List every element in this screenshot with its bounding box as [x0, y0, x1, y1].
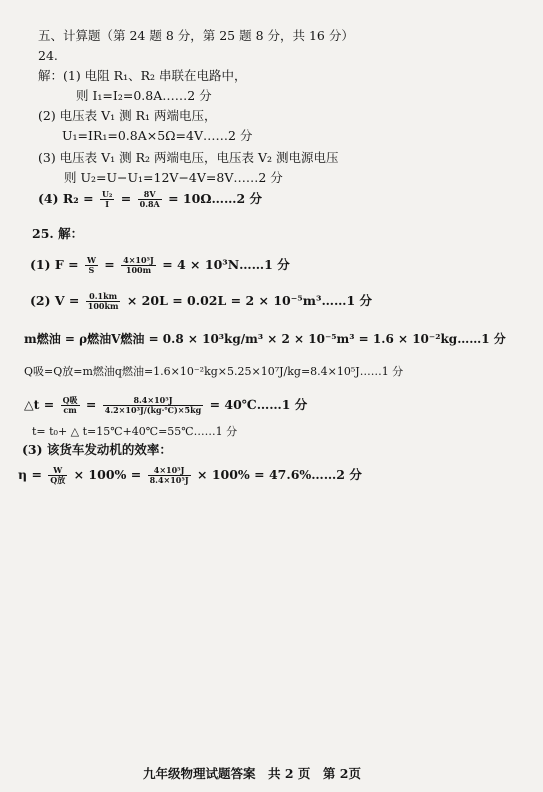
q24-line-2: 则 I₁=I₂=0.8A……2 分 [76, 88, 212, 103]
q25-step-2: (2) V = $\frac{0.1km}{100km}$ × 20L = 0.02L = 2 × 10⁻⁵m³……1 分 [30, 291, 373, 311]
fraction-w-over-q: $\frac{W}{\text{Q放}}$ [50, 465, 66, 485]
q24-line-3: (2) 电压表 V₁ 测 R₁ 两端电压， [38, 108, 217, 123]
fraction-8v-over-08a: $\frac{8V}{0.8A}$ [139, 189, 160, 209]
q24-line-4: U₁=IR₁=0.8A×5Ω=4V……2 分 [62, 128, 253, 143]
fraction-w-over-s: $\frac{W}{S}$ [86, 255, 96, 275]
q25-step-5: △t = $\frac{\text{Q吸}}{cm}$ = $\frac{\text{8.4×10⁵J}}{\text{4.2×10³J/(kg·℃)×5kg}}$ = 40℃……1 分 [24, 395, 308, 415]
fraction-work-over-distance: $\frac{\text{4×10⁵J}}{100m}$ [123, 255, 154, 275]
fraction-u2-over-i: $\frac{\text{U₂}}{I}$ [101, 189, 113, 209]
fraction-distance-ratio: $\frac{0.1km}{100km}$ [87, 291, 119, 311]
q25-step-6: t= t₀+ △ t=15℃+40℃=55℃……1 分 [32, 425, 238, 438]
q24-line-5: (3) 电压表 V₁ 测 R₂ 两端电压，电压表 V₂ 测电源电压 [38, 150, 339, 165]
section-heading: 五、计算题（第 24 题 8 分，第 25 题 8 分，共 16 分） [38, 28, 354, 43]
fraction-q-over-cm: $\frac{\text{Q吸}}{cm}$ [62, 395, 78, 415]
q25-step-3: m燃油 = ρ燃油V燃油 = 0.8 × 10³kg/m³ × 2 × 10⁻⁵m³ = 1.6 × 10⁻²kg……1 分 [24, 332, 506, 346]
fraction-efficiency-values: $\frac{\text{4×10⁵J}}{\text{8.4×10⁵J}}$ [149, 465, 189, 485]
page-footer: 九年级物理试题答案 共 2 页 第 2页 [143, 766, 361, 781]
q25-step-7: (3) 该货车发动机的效率： [22, 442, 172, 457]
q24-line-1: 解：(1) 电阻 R₁、R₂ 串联在电路中， [38, 68, 247, 83]
fraction-heat-calc: $\frac{\text{8.4×10⁵J}}{\text{4.2×10³J/(kg·℃)×5kg}}$ [104, 395, 202, 415]
q25-step-4: Q吸=Q放=m燃油q燃油=1.6×10⁻²kg×5.25×10⁷J/kg=8.4×10⁵J……1 分 [24, 365, 404, 378]
q25-step-8: η = $\frac{W}{\text{Q放}}$ × 100% = $\frac{\text{4×10⁵J}}{\text{8.4×10⁵J}}$ × 100% = 47.6%……2 分 [18, 465, 362, 485]
q24-line-7: (4) R₂ = $\frac{\text{U₂}}{I}$ = $\frac{8V}{0.8A}$ = 10Ω……2 分 [38, 189, 263, 209]
q25-number: 25. 解： [32, 226, 84, 241]
q24-number: 24. [38, 48, 58, 63]
q24-line-6: 则 U₂=U−U₁=12V−4V=8V……2 分 [64, 170, 283, 185]
q25-step-1: (1) F = $\frac{W}{S}$ = $\frac{\text{4×10⁵J}}{100m}$ = 4 × 10³N……1 分 [30, 255, 290, 275]
